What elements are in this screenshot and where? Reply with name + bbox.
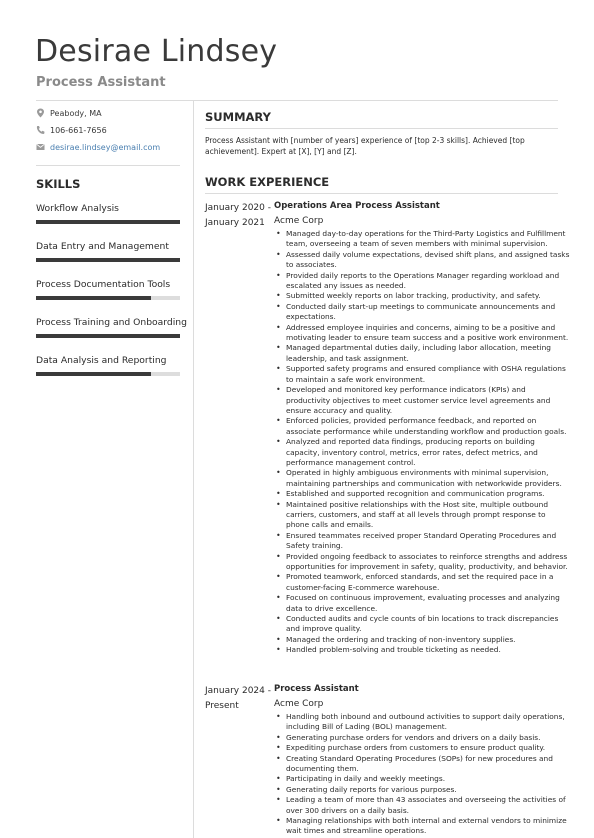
job-role: Process Assistant <box>274 684 359 694</box>
job-bullet: • Leading a team of more than 43 associates and overseeing the activities of over 300 drivers on a daily basis. <box>286 795 570 816</box>
skill-label: Workflow Analysis <box>36 203 119 214</box>
job-bullet: • Addressed employee inquiries and concerns, aiming to be a positive and motivating leader to ensure team success and a positive work environment. <box>286 323 570 344</box>
job-bullet: • Assessed daily volume expectations, devised shift plans, and assigned tasks to associates. <box>286 250 570 271</box>
contact-location <box>36 108 102 118</box>
phone-icon <box>36 125 45 135</box>
job-bullet: • Expediting purchase orders from customers to ensure product quality. <box>286 743 570 753</box>
header-divider <box>36 100 558 101</box>
work-experience-divider <box>205 193 558 194</box>
job-bullet: • Generating purchase orders for vendors and drivers on a daily basis. <box>286 733 570 743</box>
job-bullet: • Enforced policies, provided performance feedback, and reported on associate performance while understanding workflow and production goals. <box>286 416 570 437</box>
job-bullet: • Focused on continuous improvement, evaluating processes and analyzing data to drive excellence. <box>286 593 570 614</box>
skill-item <box>36 317 187 338</box>
skill-bar <box>36 334 180 338</box>
skill-item <box>36 241 180 262</box>
job-bullet: • Ensured teammates received proper Standard Operating Procedures and Safety training. <box>286 531 570 552</box>
job-bullet: • Conducted daily start-up meetings to communicate announcements and expectations. <box>286 302 570 323</box>
skill-item <box>36 279 180 300</box>
skill-bar <box>36 296 180 300</box>
column-divider <box>193 101 194 838</box>
job-dates: January 2024 - Present <box>205 686 271 711</box>
contact-divider <box>36 165 180 166</box>
job-bullet: • Handled problem-solving and trouble ticketing as needed. <box>286 645 570 655</box>
skill-label: Process Documentation Tools <box>36 279 171 290</box>
email-link[interactable]: desirae.lindsey@email.com <box>50 142 161 152</box>
skill-bar-fill <box>36 296 151 300</box>
job-company: Acme Corp <box>274 699 324 709</box>
skill-item <box>36 203 180 224</box>
job-bullet: • Submitted weekly reports on labor tracking, productivity, and safety. <box>286 291 570 301</box>
job-bullets <box>274 229 570 656</box>
job-bullet: • Operated in highly ambiguous environments with minimal supervision, maintaining partnerships and communication with networkwide providers. <box>286 468 570 489</box>
job-bullet: • Developed and monitored key performance indicators (KPIs) and productivity objectives to meet customer service level agreements and ensure accuracy and quality. <box>286 385 570 416</box>
work-experience-heading: WORK EXPERIENCE <box>205 175 330 189</box>
skill-bar <box>36 220 180 224</box>
job-bullet: • Participating in daily and weekly meetings. <box>286 774 570 784</box>
job-bullet: • Analyzed and reported data findings, producing reports on building capacity, inventory control, metrics, error rates, defect metrics, and performance management control. <box>286 437 570 468</box>
job-bullet: • Supported safety programs and ensured compliance with OSHA regulations to maintain a safe work environment. <box>286 364 570 385</box>
job-bullet: • Generating daily reports for various purposes. <box>286 785 570 795</box>
job-role: Operations Area Process Assistant <box>274 201 440 211</box>
skill-bar-fill <box>36 334 180 338</box>
summary-divider <box>205 128 558 129</box>
candidate-name: Desirae Lindsey <box>35 34 278 69</box>
phone-text: 106-661-7656 <box>50 125 107 135</box>
job-bullet: • Handling both inbound and outbound activities to support daily operations, including Bill of Lading (BOL) management. <box>286 712 570 733</box>
job-bullet: • Managing relationships with both internal and external vendors to minimize wait times and streamline operations. <box>286 816 570 837</box>
job-bullet: • Managed departmental duties daily, including labor allocation, meeting leadership, and task assignment. <box>286 343 570 364</box>
job-company: Acme Corp <box>274 216 324 226</box>
job-bullets <box>274 712 570 837</box>
job-bullet: • Managed the ordering and tracking of non-inventory supplies. <box>286 635 570 645</box>
skill-label: Data Entry and Management <box>36 241 169 252</box>
job-bullet: • Promoted teamwork, enforced standards, and set the required pace in a customer-facing E-commerce warehouse. <box>286 572 570 593</box>
skill-bar <box>36 258 180 262</box>
summary-heading: SUMMARY <box>205 110 271 124</box>
skill-label: Process Training and Onboarding <box>36 317 187 328</box>
skill-bar-fill <box>36 220 180 224</box>
summary-text: Process Assistant with [number of years] experience of [top 2-3 skills]. Achieved [top achievement]. Expert at [X], [Y] and [Z]. <box>205 136 525 156</box>
skill-label: Data Analysis and Reporting <box>36 355 167 366</box>
candidate-title: Process Assistant <box>36 75 166 90</box>
skill-bar-fill <box>36 372 151 376</box>
skills-heading: SKILLS <box>36 177 81 191</box>
job-bullet: • Provided ongoing feedback to associates to reinforce strengths and address opportunities for improvement in safety, quality, productivity, and behavior. <box>286 552 570 573</box>
job-bullet: • Managed day-to-day operations for the Third-Party Logistics and Fulfillment team, overseeing a team of seven members with minimal supervision. <box>286 229 570 250</box>
skill-item <box>36 355 180 376</box>
job-bullet: • Creating Standard Operating Procedures (SOPs) for new procedures and documenting them. <box>286 754 570 775</box>
skill-bar <box>36 372 180 376</box>
contact-email[interactable] <box>36 142 160 152</box>
job-bullet: • Provided daily reports to the Operations Manager regarding workload and escalated any issues as needed. <box>286 271 570 292</box>
job-bullet: • Conducted audits and cycle counts of bin locations to track discrepancies and improve quality. <box>286 614 570 635</box>
location-pin-icon <box>36 108 45 118</box>
job-bullet: • Maintained positive relationships with the Host site, multiple outbound carriers, customers, and staff at all levels through prompt response to phone calls and emails. <box>286 500 570 531</box>
job-bullet: • Established and supported recognition and communication programs. <box>286 489 570 499</box>
contact-phone <box>36 125 107 135</box>
email-icon <box>36 142 45 152</box>
skill-bar-fill <box>36 258 180 262</box>
location-text: Peabody, MA <box>50 108 102 118</box>
job-dates: January 2020 - January 2021 <box>205 203 271 228</box>
